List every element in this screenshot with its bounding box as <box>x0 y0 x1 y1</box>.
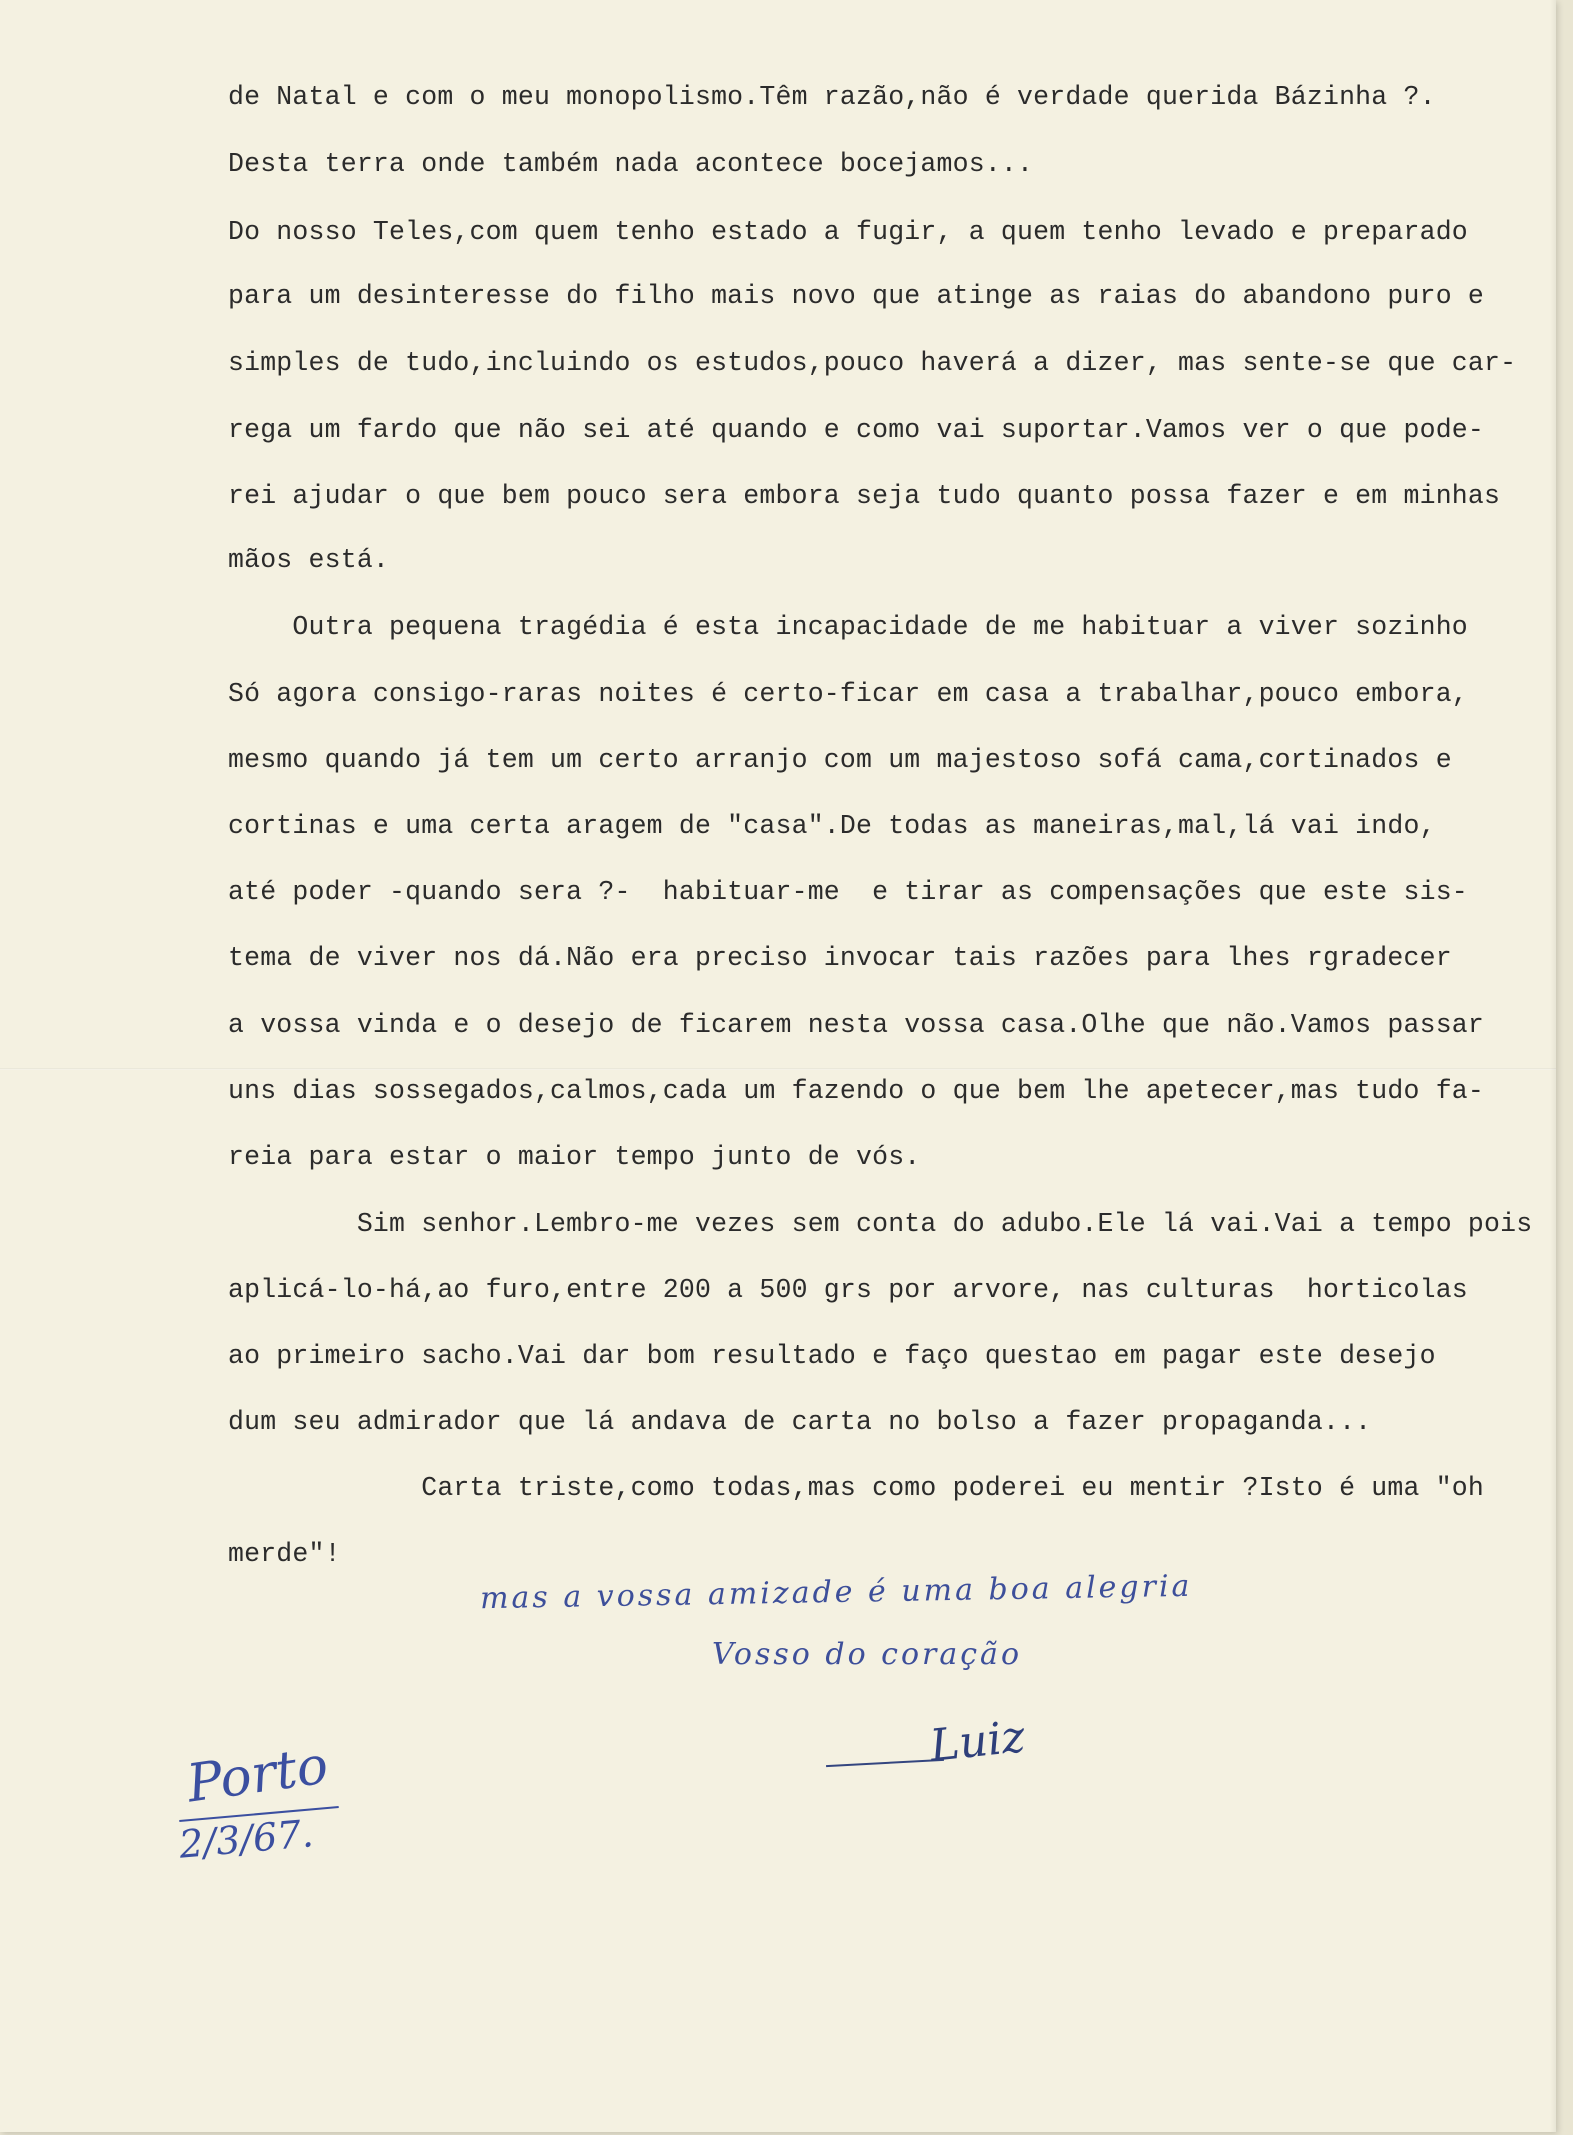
typed-line: cortinas e uma certa aragem de "casa".De todas as maneiras,mal,lá vai indo, <box>228 811 1436 841</box>
typed-line: reia para estar o maior tempo junto de vós. <box>228 1142 921 1172</box>
typed-line: rei ajudar o que bem pouco sera embora seja tudo quanto possa fazer e em minhas <box>228 481 1501 511</box>
typed-line: para um desinteresse do filho mais novo que atinge as raias do abandono puro e <box>228 281 1485 311</box>
paper-fold <box>0 1068 1556 1070</box>
handwritten-closing-line: Vosso do coração <box>712 1637 1023 1672</box>
typed-line: ao primeiro sacho.Vai dar bom resultado e faço questao em pagar este desejo <box>228 1341 1436 1371</box>
typed-line: Sim senhor.Lembro-me vezes sem conta do adubo.Ele lá vai.Vai a tempo pois <box>228 1209 1533 1239</box>
annotation-date: 2/3/67. <box>177 1811 316 1867</box>
typed-line: Outra pequena tragédia é esta incapacidade de me habituar a viver sozinho <box>228 612 1468 642</box>
annotation-place: Porto <box>183 1735 332 1815</box>
typed-line: Desta terra onde também nada acontece bocejamos... <box>228 149 1034 179</box>
handwritten-closing-line: mas a vossa amizade é uma boa alegria <box>479 1568 1193 1617</box>
typed-line: Do nosso Teles,com quem tenho estado a fugir, a quem tenho levado e preparado <box>228 217 1468 247</box>
paper-edge <box>1550 0 1556 2132</box>
typed-line: rega um fardo que não sei até quando e como vai suportar.Vamos ver o que pode- <box>228 415 1485 445</box>
typed-line: mesmo quando já tem um certo arranjo com um majestoso sofá cama,cortinados e <box>228 745 1452 775</box>
typed-line: dum seu admirador que lá andava de carta no bolso a fazer propaganda... <box>228 1407 1372 1437</box>
typed-line: aplicá-lo-há,ao furo,entre 200 a 500 grs por arvore, nas culturas horticolas <box>228 1275 1468 1305</box>
date-annotation <box>175 1735 365 1875</box>
typed-line: uns dias sossegados,calmos,cada um fazendo o que bem lhe apetecer,mas tudo fa- <box>228 1076 1485 1106</box>
typed-line: até poder -quando sera ?- habituar-me e tirar as compensações que este sis- <box>228 877 1468 907</box>
typed-line: Só agora consigo-raras noites é certo-ficar em casa a trabalhar,pouco embora, <box>228 679 1468 709</box>
typed-line: mãos está. <box>228 545 390 575</box>
typed-line: de Natal e com o meu monopolismo.Têm razão,não é verdade querida Bázinha ?. <box>228 82 1436 112</box>
signature: Luiz <box>927 1711 1028 1772</box>
signature-flourish <box>826 1759 944 1767</box>
typed-line: a vossa vinda e o desejo de ficarem nesta vossa casa.Olhe que não.Vamos passar <box>228 1010 1485 1040</box>
typed-line: tema de viver nos dá.Não era preciso invocar tais razões para lhes rgradecer <box>228 943 1452 973</box>
typed-line: Carta triste,como todas,mas como poderei eu mentir ?Isto é uma "oh <box>228 1473 1485 1503</box>
typed-line: simples de tudo,incluindo os estudos,pouco haverá a dizer, mas sente-se que car- <box>228 348 1517 378</box>
typed-line: merde"! <box>228 1539 341 1569</box>
